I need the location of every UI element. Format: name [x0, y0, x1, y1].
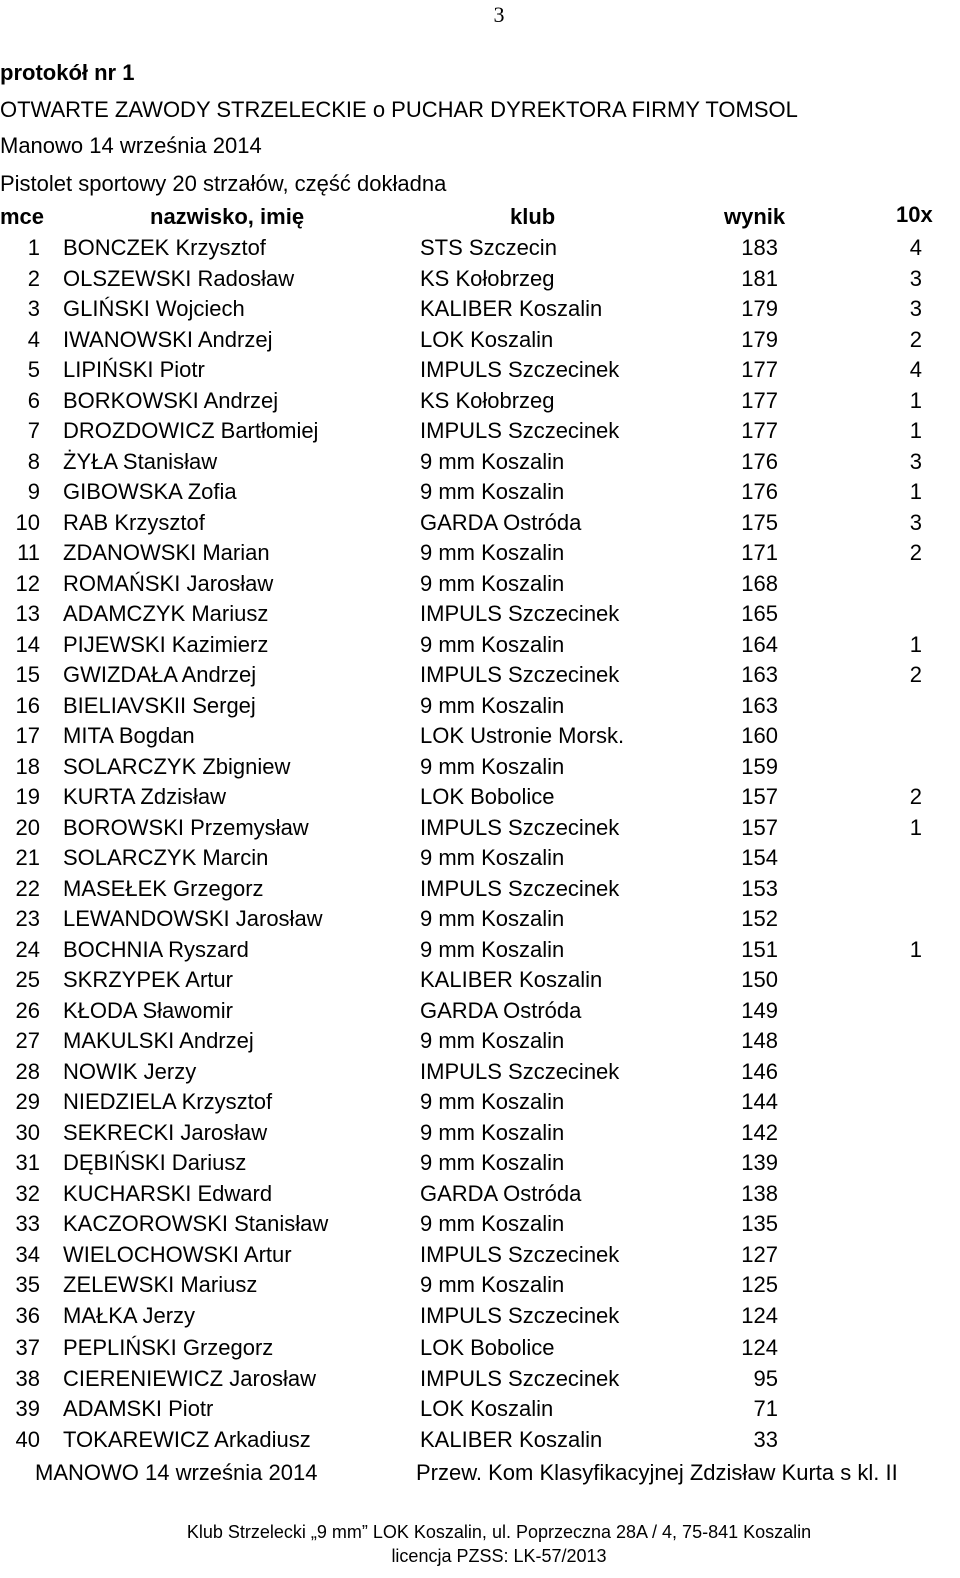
cell-place: 38 [15, 1365, 40, 1391]
cell-place: 16 [15, 692, 40, 718]
cell-club: STS Szczecin [420, 235, 557, 260]
cell-name: LEWANDOWSKI Jarosław [63, 906, 323, 931]
cell-tens: 1 [909, 479, 922, 504]
cell-place: 15 [15, 662, 40, 687]
cell-place: 24 [15, 936, 40, 962]
cell-club: KALIBER Koszalin [420, 296, 603, 321]
table-row [0, 601, 960, 629]
cell-club: 9 mm Koszalin [420, 570, 565, 596]
cell-name: WIELOCHOWSKI Artur [63, 1241, 292, 1267]
cell-name: ROMAŃSKI Jarosław [63, 570, 274, 596]
table-row [0, 266, 960, 294]
table-row [0, 632, 960, 660]
cell-place: 35 [15, 1272, 40, 1297]
table-row [0, 1211, 960, 1239]
cell-name: MASEŁEK Grzegorz [63, 875, 264, 901]
cell-place: 31 [15, 1150, 40, 1175]
footer-place-date: MANOWO 14 września 2014 [35, 1460, 318, 1485]
cell-tens: 3 [909, 265, 922, 291]
table-row [0, 235, 960, 263]
cell-club: IMPULS Szczecinek [420, 1058, 620, 1084]
cell-name: KŁODA Sławomir [63, 997, 233, 1023]
cell-name: KURTA Zdzisław [63, 784, 227, 809]
cell-name: MITA Bogdan [63, 723, 195, 748]
cell-place: 39 [15, 1396, 40, 1421]
cell-place: 18 [15, 753, 40, 779]
table-row [0, 1303, 960, 1331]
cell-score: 124 [741, 1335, 778, 1360]
cell-tens: 3 [909, 509, 922, 535]
cell-score: 153 [741, 875, 778, 901]
cell-club: IMPULS Szczecinek [420, 662, 620, 687]
cell-club: IMPULS Szczecinek [420, 1241, 620, 1267]
table-row [0, 1028, 960, 1056]
protocol-title: protokół nr 1 [0, 60, 135, 85]
table-row [0, 1335, 960, 1363]
cell-score: 177 [741, 357, 778, 382]
table-row [0, 998, 960, 1026]
cell-score: 165 [741, 601, 778, 626]
cell-club: 9 mm Koszalin [420, 1150, 565, 1175]
cell-name: ZELEWSKI Mariusz [63, 1272, 258, 1297]
cell-score: 150 [741, 967, 778, 992]
cell-score: 168 [741, 570, 778, 596]
cell-club: LOK Koszalin [420, 1396, 554, 1421]
cell-place: 6 [27, 387, 40, 413]
cell-club: IMPULS Szczecinek [420, 814, 620, 840]
cell-tens: 1 [909, 814, 922, 840]
cell-place: 25 [15, 967, 40, 992]
cell-club: GARDA Ostróda [420, 509, 582, 535]
cell-place: 21 [15, 845, 40, 870]
cell-name: BONCZEK Krzysztof [63, 235, 266, 260]
cell-club: 9 mm Koszalin [420, 1272, 565, 1297]
cell-place: 29 [15, 1089, 40, 1114]
cell-name: BOROWSKI Przemysław [63, 814, 309, 840]
cell-place: 28 [15, 1058, 40, 1084]
cell-club: IMPULS Szczecinek [420, 1365, 620, 1391]
club-address: Klub Strzelecki „9 mm” LOK Koszalin, ul. Poprzeczna 28A / 4, 75-841 Koszalin [186, 1522, 812, 1542]
event-discipline: Pistolet sportowy 20 strzałów, część dokładna [0, 171, 447, 196]
table-row [0, 967, 960, 995]
cell-name: DROZDOWICZ Bartłomiej [63, 418, 319, 443]
cell-score: 127 [741, 1241, 778, 1267]
table-row [0, 937, 960, 965]
cell-score: 139 [741, 1150, 778, 1175]
table-row [0, 357, 960, 385]
cell-club: 9 mm Koszalin [420, 692, 565, 718]
cell-place: 36 [15, 1302, 40, 1328]
table-row [0, 388, 960, 416]
cell-place: 8 [27, 448, 40, 474]
table-row [0, 662, 960, 690]
cell-name: MAŁKA Jerzy [63, 1302, 196, 1328]
cell-club: IMPULS Szczecinek [420, 357, 620, 382]
cell-name: RAB Krzysztof [63, 509, 205, 535]
cell-name: BORKOWSKI Andrzej [63, 387, 279, 413]
cell-club: IMPULS Szczecinek [420, 1302, 620, 1328]
cell-score: 135 [741, 1211, 778, 1236]
cell-score: 179 [741, 296, 778, 321]
table-row [0, 327, 960, 355]
table-row [0, 1089, 960, 1117]
cell-place: 34 [15, 1241, 40, 1267]
event-date: Manowo 14 września 2014 [0, 133, 262, 158]
column-header-name: nazwisko, imię [150, 204, 305, 229]
cell-club: KALIBER Koszalin [420, 967, 603, 992]
cell-place: 10 [15, 509, 40, 535]
cell-place: 7 [27, 418, 40, 443]
cell-score: 179 [741, 326, 778, 352]
cell-club: 9 mm Koszalin [420, 631, 565, 657]
cell-place: 11 [17, 540, 40, 565]
cell-score: 142 [741, 1119, 778, 1145]
cell-name: TOKAREWICZ Arkadiusz [63, 1426, 311, 1452]
cell-place: 3 [27, 296, 40, 321]
cell-club: LOK Koszalin [420, 326, 554, 352]
cell-club: KS Kołobrzeg [420, 265, 555, 291]
cell-club: LOK Ustronie Morsk. [420, 723, 625, 748]
table-row [0, 510, 960, 538]
cell-score: 176 [741, 479, 778, 504]
cell-club: GARDA Ostróda [420, 1180, 582, 1206]
cell-score: 157 [741, 814, 778, 840]
cell-name: ADAMCZYK Mariusz [63, 601, 269, 626]
cell-club: KS Kołobrzeg [420, 387, 555, 413]
table-row [0, 815, 960, 843]
cell-club: IMPULS Szczecinek [420, 418, 620, 443]
cell-name: GIBOWSKA Zofia [63, 479, 237, 504]
cell-place: 32 [15, 1180, 40, 1206]
cell-score: 163 [741, 692, 778, 718]
cell-score: 181 [741, 265, 778, 291]
cell-name: NOWIK Jerzy [63, 1058, 197, 1084]
cell-name: SOLARCZYK Marcin [63, 845, 269, 870]
table-row [0, 1059, 960, 1087]
cell-place: 13 [15, 601, 40, 626]
cell-name: IWANOWSKI Andrzej [63, 326, 273, 352]
cell-score: 159 [741, 753, 778, 779]
table-row [0, 876, 960, 904]
club-license: licencja PZSS: LK-57/2013 [391, 1546, 607, 1566]
cell-score: 125 [741, 1272, 778, 1297]
cell-name: CIERENIEWICZ Jarosław [63, 1365, 317, 1391]
table-row [0, 1427, 960, 1455]
cell-club: GARDA Ostróda [420, 997, 582, 1023]
cell-name: LIPIŃSKI Piotr [63, 357, 205, 382]
cell-name: ŻYŁA Stanisław [63, 448, 218, 474]
cell-score: 164 [741, 631, 778, 657]
cell-score: 144 [741, 1089, 778, 1114]
cell-place: 14 [15, 631, 40, 657]
event-name: OTWARTE ZAWODY STRZELECKIE o PUCHAR DYREKTORA FIRMY TOMSOL [0, 97, 798, 122]
cell-name: BIELIAVSKII Sergej [63, 692, 256, 718]
cell-club: KALIBER Koszalin [420, 1426, 603, 1452]
cell-score: 138 [741, 1180, 778, 1206]
table-row [0, 1120, 960, 1148]
cell-place: 17 [15, 723, 40, 748]
cell-name: GWIZDAŁA Andrzej [63, 662, 257, 687]
table-row [0, 784, 960, 812]
cell-name: PIJEWSKI Kazimierz [63, 631, 269, 657]
cell-name: OLSZEWSKI Radosław [63, 265, 295, 291]
cell-tens: 1 [909, 631, 922, 657]
cell-score: 175 [741, 509, 778, 535]
cell-name: SKRZYPEK Artur [63, 967, 233, 992]
column-header-club: klub [510, 204, 556, 229]
cell-club: 9 mm Koszalin [420, 448, 565, 474]
table-row [0, 723, 960, 751]
table-row [0, 479, 960, 507]
cell-place: 27 [15, 1028, 40, 1053]
cell-score: 176 [741, 448, 778, 474]
table-row [0, 693, 960, 721]
table-row [0, 540, 960, 568]
table-row [0, 571, 960, 599]
cell-score: 151 [741, 936, 778, 962]
table-row [0, 1181, 960, 1209]
cell-score: 154 [741, 845, 778, 870]
cell-club: 9 mm Koszalin [420, 1211, 565, 1236]
cell-name: KACZOROWSKI Stanisław [63, 1211, 329, 1236]
cell-name: NIEDZIELA Krzysztof [63, 1089, 273, 1114]
table-row [0, 754, 960, 782]
cell-club: 9 mm Koszalin [420, 753, 565, 779]
cell-name: PEPLIŃSKI Grzegorz [63, 1335, 274, 1360]
cell-score: 160 [741, 723, 778, 748]
cell-score: 146 [741, 1058, 778, 1084]
cell-score: 157 [741, 784, 778, 809]
cell-tens: 3 [909, 296, 922, 321]
table-row [0, 906, 960, 934]
cell-club: 9 mm Koszalin [420, 936, 565, 962]
cell-place: 12 [15, 570, 40, 596]
cell-place: 30 [15, 1119, 40, 1145]
cell-place: 1 [27, 235, 40, 260]
cell-club: LOK Bobolice [420, 784, 555, 809]
cell-club: 9 mm Koszalin [420, 479, 565, 504]
cell-name: ZDANOWSKI Marian [63, 540, 270, 565]
cell-tens: 2 [909, 662, 922, 687]
cell-score: 183 [741, 235, 778, 260]
cell-club: 9 mm Koszalin [420, 1028, 565, 1053]
cell-tens: 4 [909, 235, 922, 260]
cell-score: 33 [753, 1426, 778, 1452]
column-header-place: mce [0, 204, 45, 229]
cell-score: 149 [741, 997, 778, 1023]
table-row [0, 418, 960, 446]
cell-tens: 2 [909, 326, 922, 352]
cell-place: 33 [15, 1211, 40, 1236]
cell-score: 152 [741, 906, 778, 931]
cell-tens: 4 [909, 357, 922, 382]
cell-score: 177 [741, 418, 778, 443]
cell-score: 71 [753, 1396, 778, 1421]
cell-name: DĘBIŃSKI Dariusz [63, 1150, 247, 1175]
cell-club: 9 mm Koszalin [420, 1089, 565, 1114]
cell-tens: 1 [909, 387, 922, 413]
cell-tens: 2 [909, 540, 922, 565]
cell-tens: 1 [909, 418, 922, 443]
cell-score: 163 [741, 662, 778, 687]
cell-place: 19 [15, 784, 40, 809]
cell-score: 148 [741, 1028, 778, 1053]
cell-name: GLIŃSKI Wojciech [63, 296, 245, 321]
cell-tens: 1 [909, 936, 922, 962]
cell-place: 9 [27, 479, 40, 504]
cell-place: 5 [27, 357, 40, 382]
cell-club: 9 mm Koszalin [420, 906, 565, 931]
footer-signature: Przew. Kom Klasyfikacyjnej Zdzisław Kurta s kl. II [416, 1460, 898, 1485]
cell-tens: 3 [909, 448, 922, 474]
page-number: 3 [493, 2, 505, 27]
cell-place: 22 [15, 875, 40, 901]
cell-place: 4 [27, 326, 40, 352]
cell-club: 9 mm Koszalin [420, 540, 565, 565]
cell-club: 9 mm Koszalin [420, 1119, 565, 1145]
cell-score: 177 [741, 387, 778, 413]
cell-place: 2 [27, 265, 40, 291]
cell-tens: 2 [909, 784, 922, 809]
cell-place: 37 [15, 1335, 40, 1360]
column-header-score: wynik [724, 204, 786, 229]
cell-name: BOCHNIA Ryszard [63, 936, 249, 962]
cell-place: 26 [15, 997, 40, 1023]
cell-club: 9 mm Koszalin [420, 845, 565, 870]
column-header-tens: 10x [896, 202, 933, 227]
cell-name: MAKULSKI Andrzej [63, 1028, 254, 1053]
table-row [0, 1150, 960, 1178]
table-row [0, 1396, 960, 1424]
table-row [0, 845, 960, 873]
cell-score: 124 [741, 1302, 778, 1328]
cell-name: ADAMSKI Piotr [63, 1396, 214, 1421]
table-row [0, 449, 960, 477]
cell-place: 20 [15, 814, 40, 840]
table-row [0, 1272, 960, 1300]
cell-place: 40 [15, 1426, 40, 1452]
cell-score: 95 [753, 1365, 778, 1391]
cell-name: SEKRECKI Jarosław [63, 1119, 268, 1145]
cell-place: 23 [15, 906, 40, 931]
table-row [0, 296, 960, 324]
table-row [0, 1242, 960, 1270]
table-row [0, 1366, 960, 1394]
cell-club: IMPULS Szczecinek [420, 601, 620, 626]
cell-score: 171 [741, 540, 778, 565]
cell-club: IMPULS Szczecinek [420, 875, 620, 901]
cell-club: LOK Bobolice [420, 1335, 555, 1360]
cell-name: SOLARCZYK Zbigniew [63, 753, 291, 779]
cell-name: KUCHARSKI Edward [63, 1180, 273, 1206]
